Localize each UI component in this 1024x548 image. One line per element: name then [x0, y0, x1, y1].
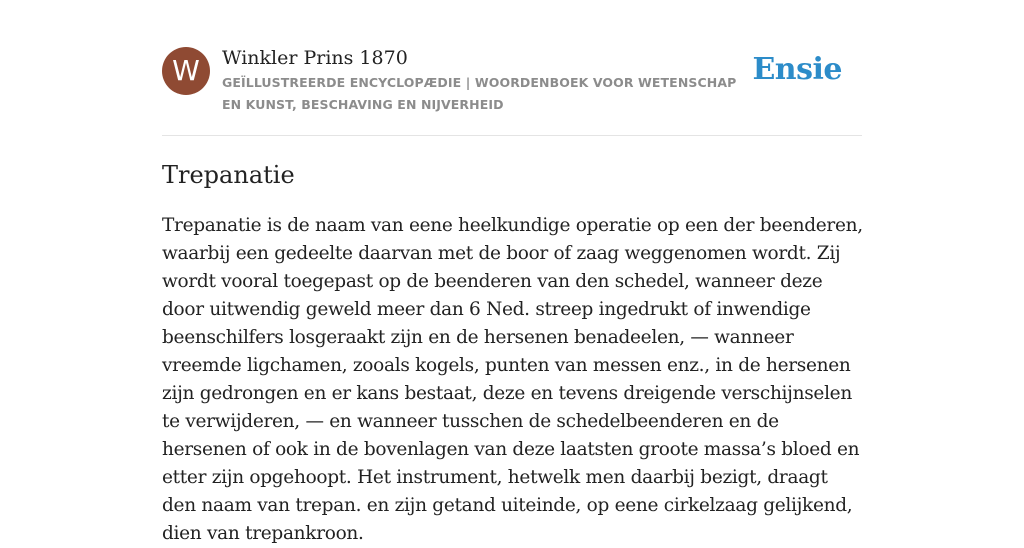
source-avatar[interactable]: W [162, 47, 210, 95]
ensie-logo[interactable]: Ensie [752, 52, 842, 87]
source-header [162, 46, 862, 136]
source-title[interactable]: Winkler Prins 1870 [222, 47, 408, 69]
source-subtitle: GEÏLLUSTREERDE ENCYCLOPÆDIE | WOORDENBOEK VOOR WETENSCHAP EN KUNST, BESCHAVING EN NIJVERHEID [222, 75, 737, 112]
article-title: Trepanatie [162, 161, 295, 189]
article-body: Trepanatie is de naam van eene heelkundige operatie op een der beenderen, waarbij een gedeelte daarvan met de boor of zaag weggenomen wordt. Zij wordt vooral toegepast op de beenderen van den schedel, wanneer deze door uitwendig geweld meer dan 6 Ned. streep ingedrukt of inwendige beenschilfers losgeraakt zijn en de hersenen benadeelen, — wanneer vreemde ligchamen, zooals kogels, punten van messen enz., in de hersenen zijn gedrongen en er kans bestaat, deze en tevens dreigende verschijnselen te verwijderen, — en wanneer tusschen de schedelbeenderen en de hersenen of ook in de bovenlagen van deze laatsten groote massa’s bloed en etter zijn opgehoopt. Het instrument, hetwelk men daarbij bezigt, draagt den naam van trepan. en zijn getand uiteinde, op eene cirkelzaag gelijkend, dien van trepankroon. [162, 215, 863, 544]
